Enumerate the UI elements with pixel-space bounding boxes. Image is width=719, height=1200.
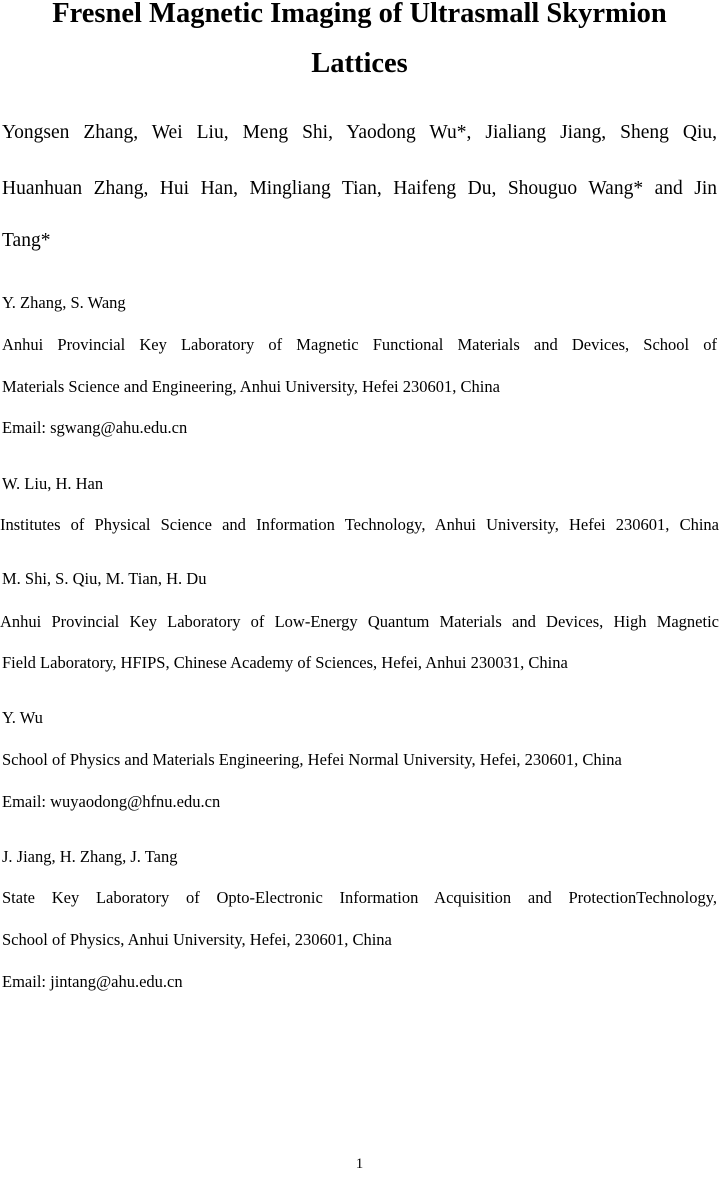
affiliation-email: Email: jintang@ahu.edu.cn (2, 972, 183, 991)
affiliation-names: W. Liu, H. Han (2, 474, 104, 493)
paper-title-line-1: Fresnel Magnetic Imaging of Ultrasmall Skyrmion (52, 0, 667, 29)
affiliation-names: Y. Zhang, S. Wang (2, 293, 126, 312)
page-number: 1 (355, 1156, 364, 1172)
affiliation-names: J. Jiang, H. Zhang, J. Tang (2, 847, 178, 866)
affiliation-address: Materials Science and Engineering, Anhui University, Hefei 230601, China (2, 377, 500, 396)
affiliation-address: School of Physics and Materials Engineering, Hefei Normal University, Hefei, 230601, China (2, 750, 622, 769)
author-line-1: Yongsen Zhang, Wei Liu, Meng Shi, Yaodong Wu*, Jialiang Jiang, Sheng Qiu, (2, 122, 717, 143)
affiliation-names: Y. Wu (2, 708, 43, 727)
affiliation-address: Institutes of Physical Science and Information Technology, Anhui University, Hefei 230601, China (0, 515, 719, 534)
affiliation-email: Email: wuyaodong@hfnu.edu.cn (2, 792, 221, 811)
affiliation-address: School of Physics, Anhui University, Hefei, 230601, China (2, 930, 392, 949)
affiliation-address: Anhui Provincial Key Laboratory of Low-Energy Quantum Materials and Devices, High Magnetic (0, 612, 719, 631)
author-line-2: Huanhuan Zhang, Hui Han, Mingliang Tian, Haifeng Du, Shouguo Wang* and Jin (2, 178, 717, 199)
affiliation-address: Field Laboratory, HFIPS, Chinese Academy of Sciences, Hefei, Anhui 230031, China (2, 653, 568, 672)
paper-title-line-2: Lattices (311, 48, 408, 79)
author-line-3: Tang* (2, 230, 51, 251)
affiliation-address: Anhui Provincial Key Laboratory of Magnetic Functional Materials and Devices, School of (2, 335, 717, 354)
affiliation-address: State Key Laboratory of Opto-Electronic Information Acquisition and ProtectionTechnology, (2, 888, 717, 907)
affiliation-names: M. Shi, S. Qiu, M. Tian, H. Du (2, 569, 207, 588)
affiliation-email: Email: sgwang@ahu.edu.cn (2, 418, 188, 437)
